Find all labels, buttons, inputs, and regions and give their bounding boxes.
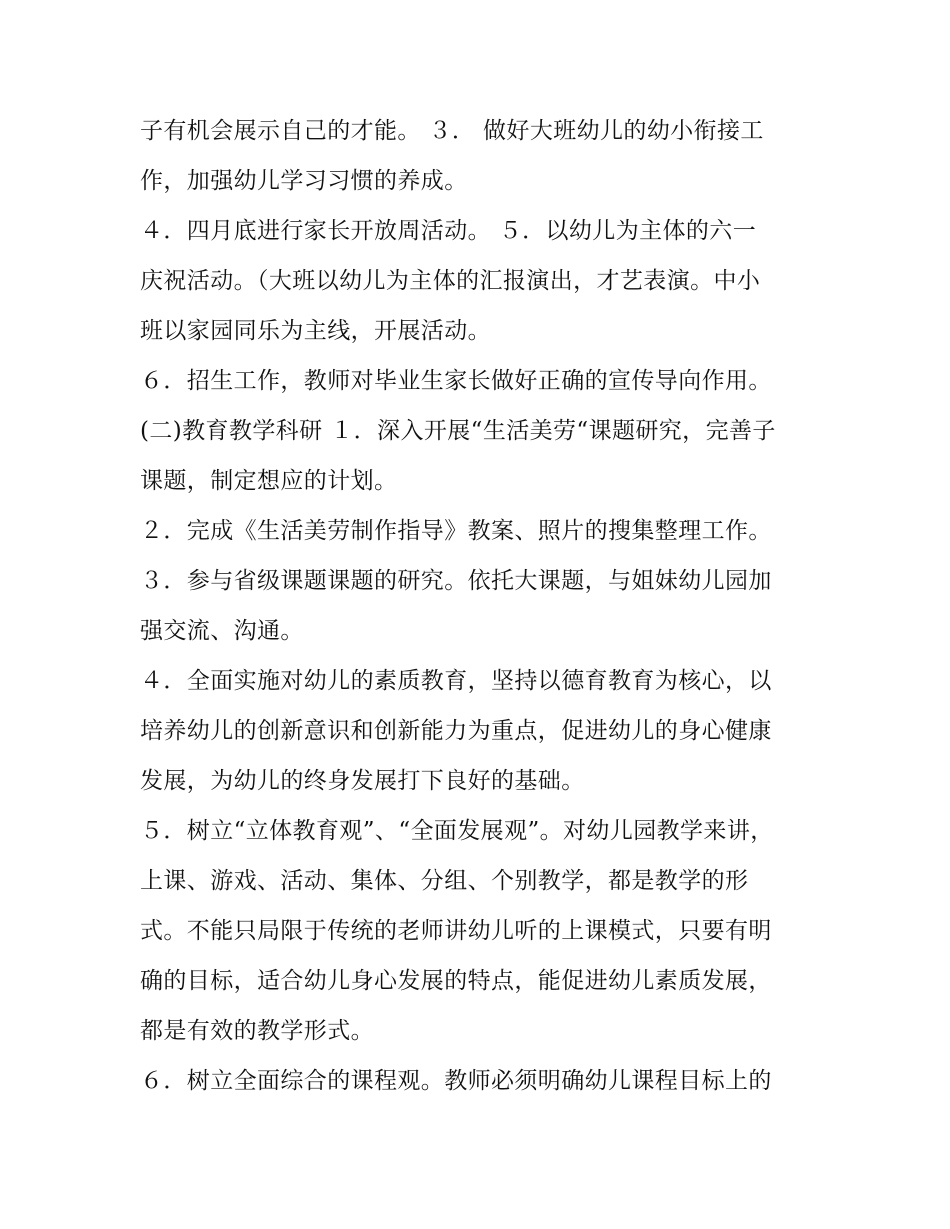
text-line: ４．四月底进行家长开放周活动。 ５．以幼儿为主体的六一 bbox=[140, 218, 757, 244]
text-line: 课题，制定想应的计划。 bbox=[140, 468, 398, 494]
text-line: ６．树立全面综合的课程观。教师必须明确幼儿课程目标上的 bbox=[140, 1068, 772, 1094]
text-line: ６．招生工作，教师对毕业生家长做好正确的宣传导向作用。 bbox=[140, 368, 772, 394]
text-line: 作，加强幼儿学习习惯的养成。 bbox=[140, 168, 468, 194]
text-line: 式。不能只局限于传统的老师讲幼儿听的上课模式，只要有明 bbox=[140, 918, 772, 944]
text-line: 确的目标，适合幼儿身心发展的特点，能促进幼儿素质发展， bbox=[140, 968, 772, 994]
text-line: ４．全面实施对幼儿的素质教育，坚持以德育教育为核心，以 bbox=[140, 668, 772, 694]
text-line: (二)教育教学科研 １．深入开展“生活美劳“课题研究，完善子 bbox=[140, 418, 776, 444]
text-line: 子有机会展示自己的才能。 ３． 做好大班幼儿的幼小衔接工 bbox=[140, 118, 764, 144]
text-line: 上课、游戏、活动、集体、分组、个别教学，都是教学的形 bbox=[140, 868, 749, 894]
text-line: 都是有效的教学形式。 bbox=[140, 1018, 374, 1044]
text-line: 班以家园同乐为主线，开展活动。 bbox=[140, 318, 491, 344]
text-line: ２．完成《生活美劳制作指导》教案、照片的搜集整理工作。 bbox=[140, 518, 772, 544]
text-line: ５．树立“立体教育观”、“全面发展观”。对幼儿园教学来讲， bbox=[140, 818, 774, 844]
text-line: 强交流、沟通。 bbox=[140, 618, 304, 644]
text-line: 发展，为幼儿的终身发展打下良好的基础。 bbox=[140, 768, 585, 794]
text-line: ３．参与省级课题课题的研究。依托大课题，与姐妹幼儿园加 bbox=[140, 568, 772, 594]
text-line: 庆祝活动。（大班以幼儿为主体的汇报演出，才艺表演。中小 bbox=[140, 268, 761, 294]
text-line: 培养幼儿的创新意识和创新能力为重点，促进幼儿的身心健康 bbox=[140, 718, 772, 744]
